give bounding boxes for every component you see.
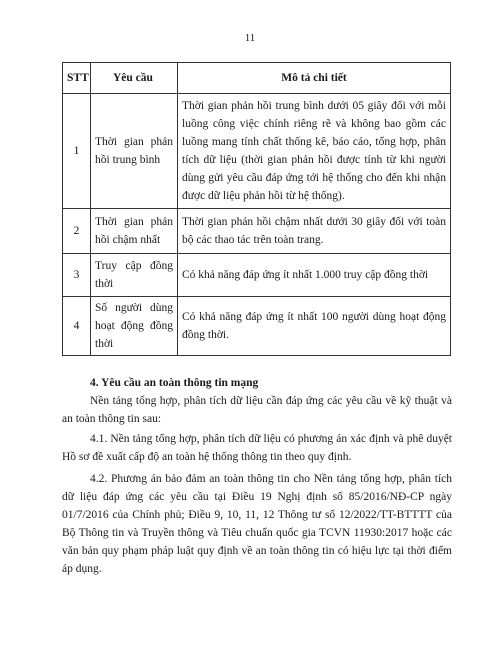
header-stt: STT bbox=[63, 63, 91, 94]
header-description: Mô tả chi tiết bbox=[178, 63, 451, 94]
paragraph: 4.2. Phương án bảo đảm an toàn thông tin cho Nền tảng tổng hợp, phân tích dữ liệu đáp ứng các yêu cầu tại Điều 19 Nghị định số 85/2016/NĐ-CP ngày 01/7/2016 của Chính phủ; Điều 9, 10, 11, 12 Thông tư số 12/2022/TT-BTTTT của Bộ Thông tin và Truyền thông và Tiêu chuẩn quốc gia TCVN 11930:2017 hoặc các văn bản quy phạm pháp luật quy định về an toàn thông tin có hiệu lực tại thời điểm áp dụng. bbox=[62, 473, 452, 575]
row-description: Có khả năng đáp ứng ít nhất 1.000 truy cập đồng thời bbox=[178, 254, 451, 297]
page-number: 11 bbox=[244, 32, 256, 44]
paragraph: 4.1. Nền tảng tổng hợp, phân tích dữ liệu có phương án xác định và phê duyệt Hồ sơ đề xuất cấp độ an toàn hệ thống thông tin theo quy định. bbox=[62, 433, 452, 463]
row-description: Có khả năng đáp ứng ít nhất 100 người dùng hoạt động đồng thời. bbox=[178, 297, 451, 356]
row-description: Thời gian phản hồi chậm nhất dưới 30 giây đối với toàn bộ các thao tác trên toàn trang. bbox=[178, 209, 451, 254]
section-heading: 4. Yêu cầu an toàn thông tin mạng bbox=[90, 377, 259, 389]
requirements-table bbox=[62, 62, 451, 356]
header-requirement: Yêu cầu bbox=[91, 63, 178, 94]
paragraph: Nền tảng tổng hợp, phân tích dữ liệu cần đáp ứng các yêu cầu về kỹ thuật và an toàn thông tin sau: bbox=[62, 395, 452, 425]
row-stt: 4 bbox=[63, 297, 91, 356]
row-stt: 2 bbox=[63, 209, 91, 254]
table-row bbox=[63, 209, 451, 254]
row-requirement: Thời gian phản hồi trung bình bbox=[91, 94, 178, 209]
table-header-row bbox=[63, 63, 451, 94]
row-requirement: Thời gian phản hồi chậm nhất bbox=[91, 209, 178, 254]
table-row bbox=[63, 94, 451, 209]
table-row bbox=[63, 254, 451, 297]
row-stt: 1 bbox=[63, 94, 91, 209]
row-stt: 3 bbox=[63, 254, 91, 297]
table-row bbox=[63, 297, 451, 356]
row-requirement: Truy cập đồng thời bbox=[91, 254, 178, 297]
row-description: Thời gian phản hồi trung bình dưới 05 giây đối với mỗi luồng công việc chính riêng rẽ và không bao gồm các luồng mang tính chất thống kê, báo cáo, tổng hợp, phân tích dữ liệu (thời gian phản hồi được tính từ khi người dùng gửi yêu cầu đáp ứng tới hệ thống cho đến khi nhận được dữ liệu phản hồi từ hệ thống). bbox=[178, 94, 451, 209]
row-requirement: Số người dùng hoạt động đồng thời bbox=[91, 297, 178, 356]
